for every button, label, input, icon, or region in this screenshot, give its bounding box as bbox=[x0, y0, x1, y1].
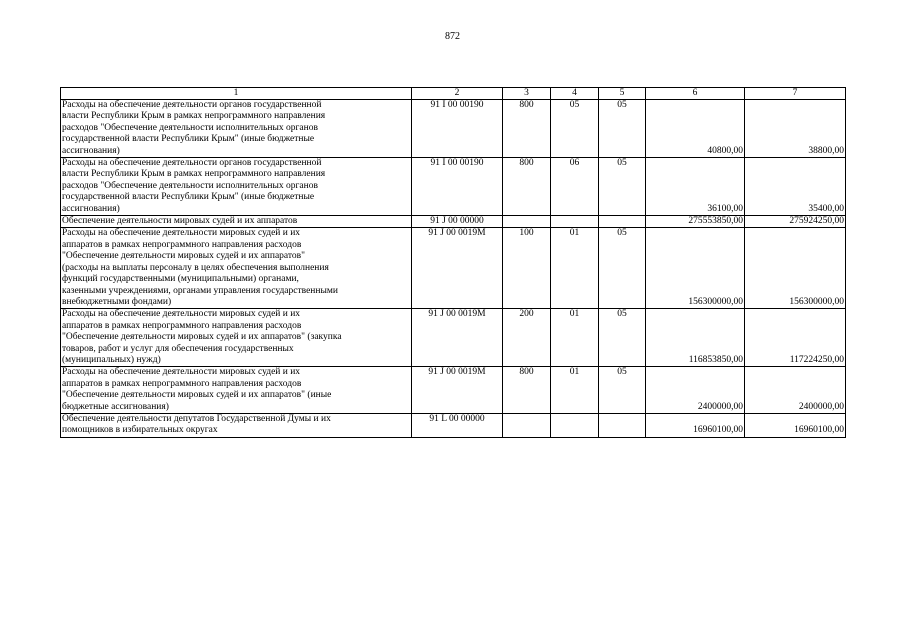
row-section bbox=[551, 413, 599, 437]
description-line: "Обеспечение деятельности мировых судей и их аппаратов" (закупка bbox=[62, 332, 342, 343]
description-line: (расходы на выплаты персоналу в целях обеспечения выполнения bbox=[62, 262, 329, 273]
row-amount-col7: 275924250,00 bbox=[745, 216, 846, 228]
description-line: Расходы на обеспечение деятельности мировых судей и их bbox=[62, 228, 301, 239]
row-description bbox=[61, 216, 412, 228]
row-expense-type: 800 bbox=[503, 100, 551, 158]
row-budget-code: 91 J 00 0019M bbox=[412, 309, 503, 367]
description-line: "Обеспечение деятельности мировых судей и их аппаратов" (иные bbox=[62, 390, 332, 401]
row-amount-col6: 116853850,00 bbox=[646, 309, 745, 367]
row-subsection: 05 bbox=[599, 367, 646, 414]
column-header: 1 bbox=[61, 88, 412, 100]
row-amount-col7: 35400,00 bbox=[745, 158, 846, 216]
description-line: казенными учреждениями, органами управления государственными bbox=[62, 285, 338, 296]
description-line: государственной власти Республики Крым" (иные бюджетные bbox=[62, 134, 315, 145]
table-header-row bbox=[61, 88, 846, 100]
row-amount-col7: 2400000,00 bbox=[745, 367, 846, 414]
column-header: 5 bbox=[599, 88, 646, 100]
page-number: 872 bbox=[445, 31, 460, 42]
description-line: Обеспечение деятельности мировых судей и их аппаратов bbox=[62, 216, 298, 227]
column-header: 2 bbox=[412, 88, 503, 100]
row-subsection: 05 bbox=[599, 100, 646, 158]
description-line: аппаратов в рамках непрограммного направления расходов bbox=[62, 378, 302, 389]
row-section: 05 bbox=[551, 100, 599, 158]
description-line: власти Республики Крым в рамках непрограммного направления bbox=[62, 111, 326, 122]
row-expense-type: 100 bbox=[503, 228, 551, 309]
description-line: аппаратов в рамках непрограммного направления расходов bbox=[62, 320, 302, 331]
table-row bbox=[61, 228, 846, 309]
column-header: 6 bbox=[646, 88, 745, 100]
row-description bbox=[61, 367, 412, 414]
row-section: 01 bbox=[551, 228, 599, 309]
table-row bbox=[61, 367, 846, 414]
table-row bbox=[61, 413, 846, 437]
description-line: помощников в избирательных округах bbox=[62, 425, 218, 436]
row-subsection bbox=[599, 413, 646, 437]
budget-table bbox=[60, 87, 846, 438]
row-amount-col7: 117224250,00 bbox=[745, 309, 846, 367]
row-amount-col6: 36100,00 bbox=[646, 158, 745, 216]
row-description bbox=[61, 309, 412, 367]
row-expense-type: 200 bbox=[503, 309, 551, 367]
description-line: Обеспечение деятельности депутатов Государственной Думы и их bbox=[62, 413, 331, 424]
description-line: "Обеспечение деятельности мировых судей и их аппаратов" bbox=[62, 251, 306, 262]
row-subsection: 05 bbox=[599, 228, 646, 309]
row-budget-code: 91 J 00 0019M bbox=[412, 228, 503, 309]
description-line: Расходы на обеспечение деятельности органов государственной bbox=[62, 158, 322, 169]
row-section bbox=[551, 216, 599, 228]
description-line: власти Республики Крым в рамках непрограммного направления bbox=[62, 169, 326, 180]
row-amount-col6: 16960100,00 bbox=[646, 413, 745, 437]
row-budget-code: 91 L 00 00000 bbox=[412, 413, 503, 437]
row-budget-code: 91 J 00 00000 bbox=[412, 216, 503, 228]
row-description bbox=[61, 228, 412, 309]
row-amount-col7: 38800,00 bbox=[745, 100, 846, 158]
description-line: бюджетные ассигнования) bbox=[62, 401, 169, 412]
row-subsection: 05 bbox=[599, 309, 646, 367]
table-row bbox=[61, 158, 846, 216]
column-header: 3 bbox=[503, 88, 551, 100]
row-expense-type: 800 bbox=[503, 158, 551, 216]
table-row bbox=[61, 100, 846, 158]
row-amount-col6: 156300000,00 bbox=[646, 228, 745, 309]
row-amount-col6: 2400000,00 bbox=[646, 367, 745, 414]
row-budget-code: 91 J 00 0019M bbox=[412, 367, 503, 414]
row-section: 01 bbox=[551, 367, 599, 414]
description-line: (муниципальных) нужд) bbox=[62, 354, 161, 365]
table-row bbox=[61, 309, 846, 367]
row-amount-col6: 275553850,00 bbox=[646, 216, 745, 228]
table-row bbox=[61, 216, 846, 228]
column-header: 4 bbox=[551, 88, 599, 100]
row-expense-type: 800 bbox=[503, 367, 551, 414]
description-line: Расходы на обеспечение деятельности мировых судей и их bbox=[62, 309, 301, 320]
column-header: 7 bbox=[745, 88, 846, 100]
row-budget-code: 91 I 00 00190 bbox=[412, 100, 503, 158]
description-line: государственной власти Республики Крым" (иные бюджетные bbox=[62, 192, 315, 203]
row-description bbox=[61, 413, 412, 437]
row-expense-type bbox=[503, 413, 551, 437]
description-line: внебюджетными фондами) bbox=[62, 296, 172, 307]
row-subsection bbox=[599, 216, 646, 228]
row-budget-code: 91 I 00 00190 bbox=[412, 158, 503, 216]
row-description bbox=[61, 100, 412, 158]
description-line: расходов "Обеспечение деятельности исполнительных органов bbox=[62, 122, 318, 133]
row-section: 01 bbox=[551, 309, 599, 367]
description-line: аппаратов в рамках непрограммного направления расходов bbox=[62, 239, 302, 250]
description-line: функций государственными (муниципальными) органами, bbox=[62, 274, 299, 285]
description-line: товаров, работ и услуг для обеспечения государственных bbox=[62, 343, 294, 354]
row-section: 06 bbox=[551, 158, 599, 216]
row-amount-col7: 16960100,00 bbox=[745, 413, 846, 437]
row-subsection: 05 bbox=[599, 158, 646, 216]
description-line: Расходы на обеспечение деятельности мировых судей и их bbox=[62, 367, 301, 378]
row-description bbox=[61, 158, 412, 216]
description-line: Расходы на обеспечение деятельности органов государственной bbox=[62, 100, 322, 110]
description-line: ассигнования) bbox=[62, 145, 120, 156]
row-amount-col6: 40800,00 bbox=[646, 100, 745, 158]
description-line: ассигнования) bbox=[62, 203, 120, 214]
description-line: расходов "Обеспечение деятельности исполнительных органов bbox=[62, 180, 318, 191]
row-amount-col7: 156300000,00 bbox=[745, 228, 846, 309]
row-expense-type bbox=[503, 216, 551, 228]
